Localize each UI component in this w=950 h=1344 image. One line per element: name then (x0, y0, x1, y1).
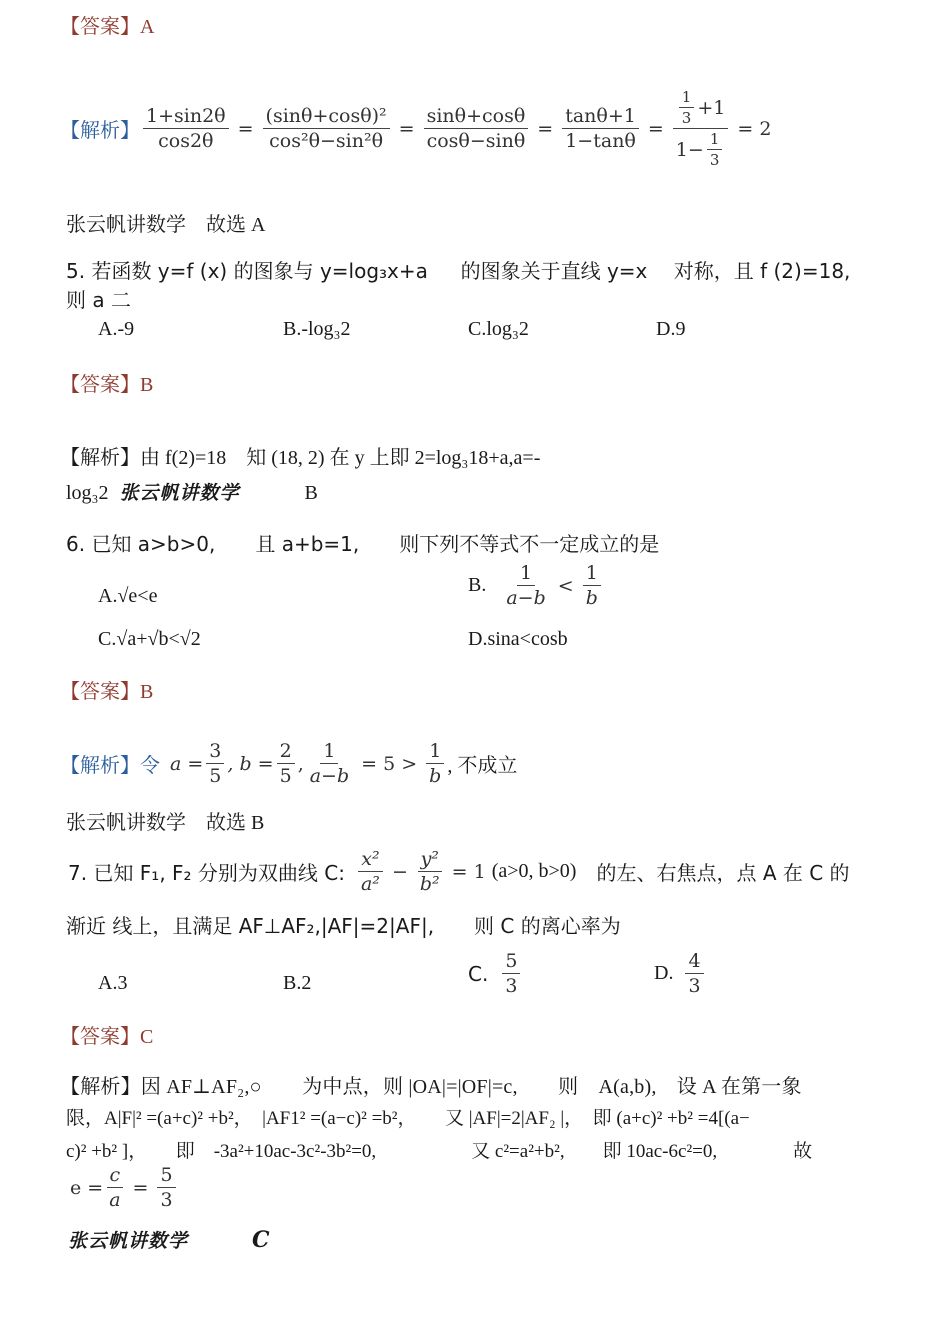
question-7-stem-cont: 渐近 线上，且满足 AF⊥AF₂,|AF|=2|AF|, 则 C 的离心率为 (66, 914, 621, 938)
option-c: C. $\frac{5}{3}$ (468, 950, 523, 997)
answer-label: 【答案】B (60, 372, 154, 396)
analysis-line: 【解析】因 AF⊥AF₂,○ 为中点，则 |OA|=|OF|=c, 则 A(a,b), 设 A 在第一象 (60, 1076, 802, 1098)
option-a: A.3 (98, 972, 128, 994)
answer-label: 【答案】C (60, 1024, 154, 1048)
analysis-line-cont: c)² +b² ]， 即 -3a²+10ac-3c²-3b²=0, 又 c²=a²+b², 即 10ac-6c²=0, 故 (66, 1141, 813, 1162)
answer-label: 【答案】B (60, 679, 154, 703)
analysis-line-cont: 限，A|F|² =(a+c)² +b²， |AF1² =(a−c)² =b²， 又 |AF|=2|AF₂ |， 即 (a+c)² +b² =4[(a− (66, 1108, 750, 1129)
option-b: B.2 (283, 972, 312, 994)
option-d: D.sina<cosb (468, 628, 568, 650)
equation: $\frac{1+\sin 2\theta}{\cos 2\theta}$ = $\frac{\text{(sinθ+cosθ)²}}{\text{cos²θ−sin²θ}}$ = $\frac{\sin\theta+\cos\theta}{\cos\theta-\sin\theta}$ = $\frac{\tan\theta+1}{1-\tan\theta}$ = $\frac{1}{3}$ +1 1− $\frac{1}{3}$ = 2 (140, 88, 777, 169)
option-d: D.9 (656, 318, 686, 340)
option-d: D. $\frac{4}{3}$ (654, 950, 707, 997)
question-7-stem: 7. 已知 F₁, F₂ 分别为双曲线 C: $\frac{\text{x²}}{\text{a²}}$ − $\frac{\text{y²}}{\text{b²}}$ = 1 (a>0, b>0) 的左、右焦点，点 A 在 C 的 (68, 848, 850, 895)
option-a: A.√e<e (98, 585, 158, 607)
question-6-stem: 6. 已知 a>b>0, 且 a+b=1, 则下列不等式不一定成立的是 (66, 532, 660, 556)
analysis-line: 【解析】由 f(2)=18 知 (18, 2) 在 y 上即 2=log₃18+a,a=- (60, 445, 541, 469)
analysis-line-cont: log₃2 张云帆讲数学 B (66, 482, 318, 504)
option-b: B. $\frac{1}{a-b}$ < $\frac{1}{b}$ (468, 562, 604, 609)
analysis-row: 【解析】 令 a = $\frac{3}{5}$ , b = $\frac{2}{5}$ , $\frac{1}{a-b}$ = 5 > $\frac{1}{b}$ , 不成立 (60, 740, 518, 787)
analysis-row (60, 88, 777, 169)
answer-label: 【答案】A (60, 14, 155, 38)
signature-line: 张云帆讲数学 故选 B (66, 812, 265, 834)
option-a: A.-9 (98, 318, 135, 340)
signature: 张云帆讲数学 (68, 1230, 189, 1252)
question-5-stem: 5. 若函数 y=f (x) 的图象与 y=log₃x+a 的图象关于直线 y=x 对称，且 f (2)=18, (66, 259, 851, 283)
equation: a = $\frac{3}{5}$ , b = $\frac{2}{5}$ , $\frac{1}{a-b}$ = 5 > $\frac{1}{b}$ (170, 740, 447, 787)
signature-row (68, 1226, 271, 1253)
question-5-stem-cont: 则 a 二 (66, 288, 131, 312)
eccentricity-equation: e = $\frac{c}{a}$ = $\frac{5}{3}$ (70, 1164, 179, 1211)
option-c: C.log₃2 (468, 318, 529, 340)
signature-answer: C (252, 1227, 271, 1253)
signature: 张云帆讲数学 (119, 482, 240, 504)
option-c: C.√a+√b<√2 (98, 628, 201, 650)
signature-line: 张云帆讲数学 故选 A (66, 214, 266, 236)
analysis-label: 【解析】 (60, 118, 140, 142)
option-b: B.-log₃2 (283, 318, 351, 340)
